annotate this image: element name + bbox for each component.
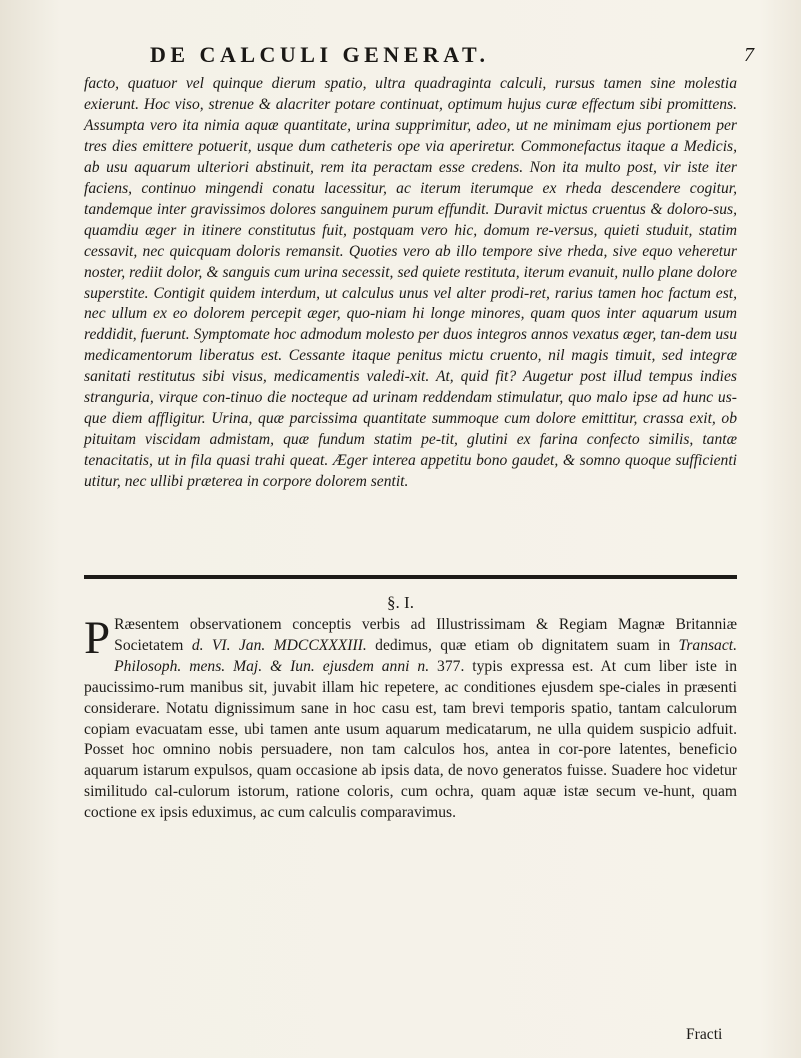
page-number: 7 <box>744 44 754 66</box>
section-divider <box>84 575 737 579</box>
italic-paragraph: facto, quatuor vel quinque dierum spatio, ultra quadraginta calculi, rursus tamen sine molestia exierunt. Hoc viso, strenue & alacriter potare continuat, optimum hujus curæ effectum sibi promittens. Assumpta vero ita nimia aquæ quantitate, urina supprimitur, adeo, ut ne minimam ejus portionem per tres dies emittere potuerit, usque dum catheteris ope via aperiretur. Commonefactus itaque a Medicis, ab usu aquarum ulteriori abstinuit, rem ita peractam esse credens. Non ita multo post, vir iste iter faciens, continuo mingendi conatu lacessitur, ac iterum iterumque ex rheda descendere cogitur, tandemque inter gravissimos dolores sanguinem purum effundit. Duravit mictus cruentus & doloro-sus, quamdiu æger in itinere constitutus fuit, postquam vero hic, domum re-versus, quieti studuit, statim cessavit, nec quicquam doloris remansit. Quoties vero ab illo tempore sive rheda, sive equo veheretur noster, rediit dolor, & sanguis cum urina secessit, sed quiete restituta, iterum evanuit, nullo plane dolore superstite. Contigit quidem interdum, ut calculus unus vel alter prodi-ret, rarius tamen hoc factum est, nec ullum ex eo dolorem percepit æger, quo-niam hi longe minores, quam quos inter aquarum usum reddidit, fuerunt. Symptomate hoc admodum molesto per duos integros annos vexatus æger, tan-dem usu medicamentorum liberatus est. Cessante itaque penitus mictu cruento, nil magis timuit, sed integræ sanitati restitutus sibi visus, medicamentis valedi-xit. At, quid fit? Augetur post illud tempus indies stranguria, virque con-tinuo die nocteque ad urinam reddendam stimulatur, quo malo ipse ad hunc us-que diem affligitur. Urina, quæ parcissima quantitate summoque cum dolore emittitur, crassa exit, ob pituitam viscidam admistam, quæ fundum statim pe-tit, glutini ex farina confecto similis, tantæ tenacitatis, ut in fila quasi trahi queat. Æger interea appetitu bono gaudet, & somno quoque sufficienti utitur, nec ullibi præterea in corpore dolorem sentit. <box>84 75 737 491</box>
text-run-3: dedimus, quæ etiam ob dignitatem suam in <box>366 636 679 654</box>
page-header <box>0 42 801 72</box>
commentary <box>84 612 738 824</box>
roman-paragraph <box>84 612 738 824</box>
text-run-4: Transact. Philosoph. mens. Maj. & Iun. ejusdem anni n. <box>114 636 738 675</box>
catchword: Fracti <box>686 1026 723 1043</box>
drop-capital: P <box>84 612 111 664</box>
running-head: DE CALCULI GENERAT. <box>150 42 490 67</box>
case-narrative <box>84 74 737 493</box>
text-run-2: d. VI. Jan. MDCCXXXIII. <box>191 636 367 654</box>
text-run-1: Ræsentem observationem conceptis verbis ad Illustrissimam & Regiam Magnæ Britanniæ Societatem <box>114 616 737 654</box>
text-run-5: 377. typis expressa est. At cum liber iste in paucissimo-rum manibus sit, juvabit illam hic repetere, ac conditiones ejusdem spe-ciales in præsenti considerare. Notatu dignissimum sane in hoc casu est, tam brevi temporis spatio, tantam calculorum copiam evacuatam esse, ubi tamen ante usum aquarum medicatarum, ne ulla quidem suspicio adfuit. Posset hoc omnino nobis persuadere, non tam calculos hos, antea in cor-pore latentes, beneficio aquarum istarum expulsos, quam occasione ab ipsis data, de novo generatos fuisse. Suadere hoc videtur similitudo cal-culorum istorum, ratione coloris, cum ochra, quam aquæ istæ secum ve-hunt, quam coctione ex ipsis eduximus, ac cum calculis comparavimus. <box>84 657 737 822</box>
section-heading: §. I. <box>387 593 414 612</box>
